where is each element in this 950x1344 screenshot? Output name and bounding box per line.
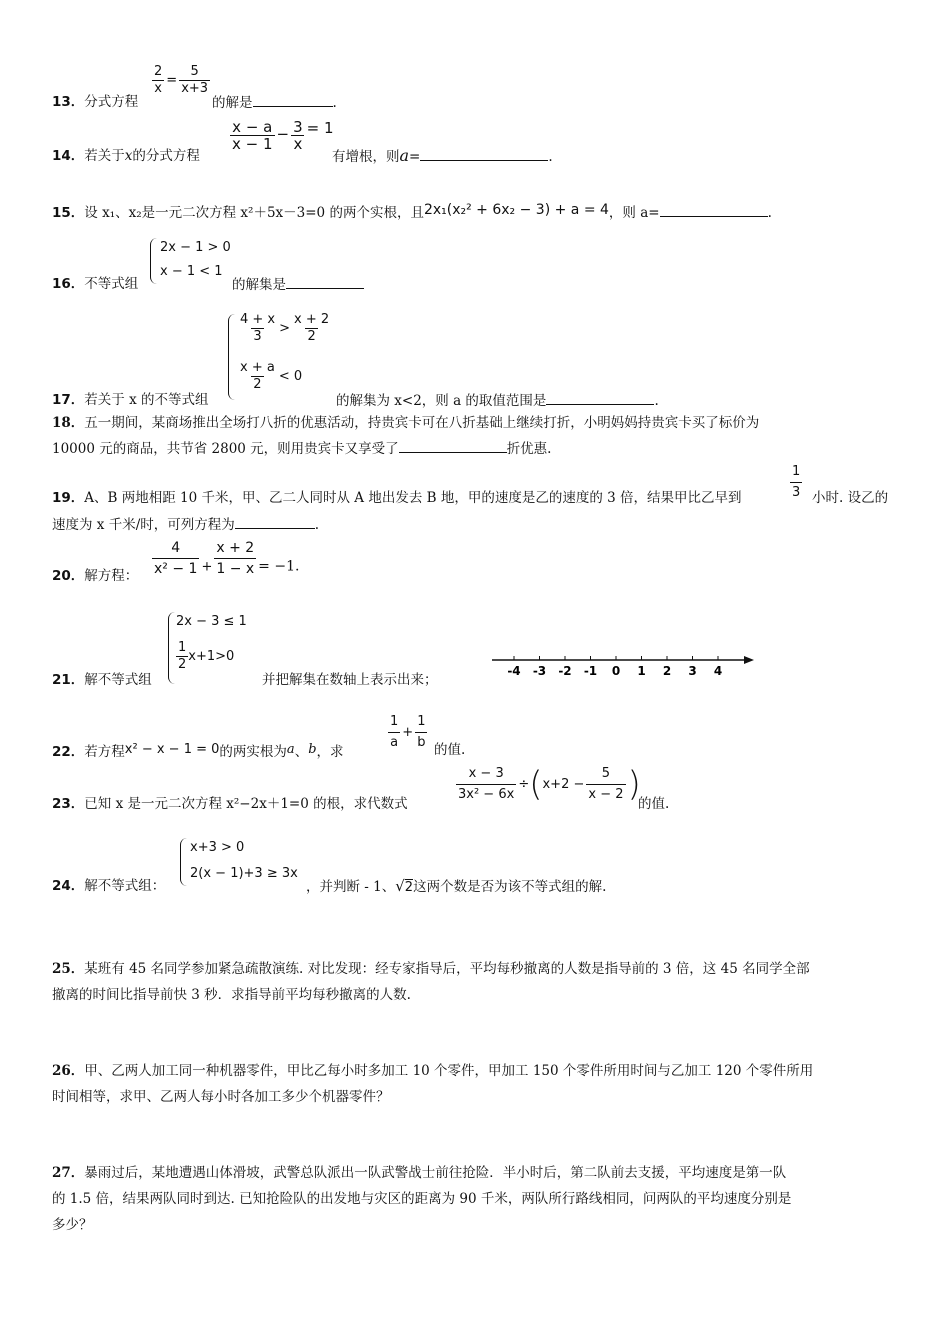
q26-line-2: 时间相等，求甲、乙两人每小时各加工多少个机器零件？ — [52, 1089, 390, 1105]
q24-inequality-system: x+3 > 0 2(x − 1)+3 ≥ 3x — [180, 836, 310, 888]
number-line-tick-label: 3 — [688, 664, 697, 678]
number-line-tick-label: 4 — [713, 664, 723, 678]
q14-number: 14． — [52, 148, 85, 164]
paren-close: ) — [627, 764, 641, 805]
number-line-tick-label: -2 — [558, 664, 572, 678]
q21-row-2: $\frac{1}{2}$ x+1>0 — [178, 640, 235, 672]
q21-suffix: 并把解集在数轴上表示出来； — [262, 672, 438, 688]
q21-inequality-system: 2x − 3 ≤ 1 $\frac{1}{2}$ x+1>0 — [168, 610, 258, 686]
q16-answer-blank — [286, 274, 364, 289]
question-26 — [52, 1058, 900, 1110]
q15-expression: 2x₁(x₂² + 6x₂ − 3) + a = 4 — [423, 202, 609, 218]
question-18 — [52, 410, 900, 462]
q18-line-2: 10000 元的商品，共节省 2800 元，则用贵宾卡又享受了 折优惠. — [52, 436, 900, 462]
number-line-tick-label: -1 — [583, 664, 598, 678]
q27-line-3: 多少？ — [52, 1217, 93, 1233]
q14-fraction-1: $\frac{x - a}{x - 1}$ — [232, 118, 273, 153]
q22-fraction-2: $\frac{1}{b}$ — [415, 712, 427, 753]
q16-inequality-system: 2x − 1 > 0 x − 1 < 1 — [150, 236, 230, 286]
question-17: 17．若关于 x 的不等式组 — [52, 392, 209, 408]
number-line-tick-label: -3 — [532, 664, 547, 678]
brace-icon — [168, 612, 175, 684]
q17-row-1: $\frac{4 + x}{3}$ > $\frac{x + 2}{2}$ — [240, 312, 330, 344]
q17-number: 17． — [52, 392, 85, 408]
question-25 — [52, 956, 900, 1008]
q20-number: 20． — [52, 568, 85, 584]
q13-equation: $\frac{2}{x}$ = $\frac{5}{x+3}$ — [154, 64, 209, 96]
q15-number: 15． — [52, 205, 85, 221]
q16-number: 16． — [52, 276, 85, 292]
q24-suffix: ，并判断 - 1、√2这两个数是否为该不等式组的解. — [306, 877, 607, 895]
q20-fraction-2: $\frac{x + 2}{1 - x}$ — [216, 540, 255, 577]
q13-prefix: 分式方程 — [84, 94, 139, 110]
q14-equation: $\frac{x - a}{x - 1}$ − $\frac{3}{x}$ = 1 — [232, 118, 334, 153]
number-line-tick-label: -4 — [507, 664, 521, 678]
q23-number: 23． — [52, 796, 85, 812]
q18-line-1: 18．五一期间，某商场推出全场打八折的优惠活动，持贵宾卡可在八折基础上继续打折，小明妈妈持贵宾卡买了标价为 — [52, 415, 760, 431]
q19-fraction: $\frac{1}{3}$ — [790, 462, 802, 503]
q25-number: 25． — [52, 961, 85, 977]
q23-fraction-1: $\frac{x - 3}{\text{3x² − 6x}}$ — [456, 764, 516, 805]
question-19: 19．A、B 两地相距 10 千米，甲、乙二人同时从 A 地出发去 B 地，甲的速度是乙的速度的 3 倍，结果甲比乙早到 — [52, 490, 742, 506]
q17-r1-fraction-1: $\frac{4 + x}{3}$ — [240, 312, 276, 344]
q24-number: 24． — [52, 878, 85, 894]
q13-suffix: 的解是 — [212, 95, 253, 111]
q25-line-1: 25．某班有 45 名同学参加紧急疏散演练. 对比发现：经专家指导后，平均每秒撤离的人数是指导前的 3 倍，这 45 名同学全部 — [52, 961, 810, 977]
q19-line-1-end: 小时. 设乙的 — [812, 490, 889, 506]
q22-suffix: 的值. — [434, 742, 466, 758]
q17-answer-blank — [546, 390, 654, 405]
q27-line-1: 27．暴雨过后，某地遭遇山体滑坡，武警总队派出一队武警战士前往抢险．半小时后，第二队前去支援，平均速度是第一队 — [52, 1165, 787, 1181]
sqrt-icon: √ — [395, 877, 405, 895]
question-16: 16．不等式组 — [52, 276, 139, 292]
q15-answer-blank — [660, 202, 768, 217]
q17-r1-fraction-2: $\frac{x + 2}{2}$ — [294, 312, 330, 344]
question-27 — [52, 1160, 900, 1238]
q25-line-2: 撤离的时间比指导前快 3 秒．求指导前平均每秒撤离的人数. — [52, 987, 411, 1003]
number-line — [492, 650, 762, 680]
q14-answer-blank — [420, 146, 548, 161]
q17-r2-fraction: $\frac{x + a}{2}$ — [240, 360, 275, 392]
number-line-tick-label: 2 — [662, 664, 672, 678]
question-21: 21．解不等式组 — [52, 672, 152, 688]
q27-number: 27． — [52, 1165, 85, 1181]
q14-fraction-2: $\frac{3}{x}$ — [293, 118, 303, 153]
q27-line-2: 的 1.5 倍，结果两队同时到达. 已知抢险队的出发地与灾区的距离为 90 千米，两队所行路线相同，问两队的平均速度分别是 — [52, 1191, 792, 1207]
q17-row-2: $\frac{x + a}{2}$ < 0 — [240, 360, 303, 392]
brace-icon — [180, 838, 187, 886]
q20-fraction-1: $\frac{4}{\text{x² − 1}}$ — [154, 540, 198, 577]
q19-answer-blank — [235, 514, 315, 529]
q20-equation: $\frac{4}{\text{x² − 1}}$ + $\frac{x + 2}{1 - x}$ = −1. — [154, 540, 300, 577]
q23-expression: $\frac{x - 3}{\text{3x² − 6x}}$ ÷(x+2 − $\frac{5}{x - 2}$ ) — [458, 764, 641, 805]
q13-number: 13． — [52, 94, 85, 110]
brace-icon — [150, 238, 157, 284]
question-15: 15．设 x₁、x₂是一元二次方程 x²＋5x－3=0 的两个实根，且2x₁(x₂² + 6x₂ − 3) + a = 4，则 a= . — [52, 202, 772, 221]
q17-suffix-line: 的解集为 x<2，则 a 的取值范围是 . — [336, 390, 659, 411]
q13-answer-blank — [253, 92, 333, 107]
q17-inequality-system — [228, 312, 338, 402]
q22-fraction-1: $\frac{1}{a}$ — [388, 712, 400, 753]
brace-icon — [228, 314, 235, 400]
question-23: 23．已知 x 是一元二次方程 x²−2x＋1=0 的根，求代数式 — [52, 796, 408, 812]
q22-fraction-sum: $\frac{1}{a}$ + $\frac{1}{b}$ — [386, 712, 429, 753]
arrow-icon — [744, 656, 754, 664]
q26-line-1: 26．甲、乙两人加工同一种机器零件，甲比乙每小时多加工 10 个零件，甲加工 150 个零件所用时间与乙加工 120 个零件所用 — [52, 1063, 814, 1079]
q18-number: 18． — [52, 415, 85, 431]
q23-suffix: 的值. — [638, 796, 670, 812]
q21-number: 21． — [52, 672, 85, 688]
q13-fraction-1: $\frac{2}{x}$ — [154, 64, 163, 96]
question-20: 20．解方程： — [52, 568, 139, 584]
q19-number: 19． — [52, 490, 85, 506]
q22-number: 22． — [52, 744, 85, 760]
paren-open: ( — [529, 764, 543, 805]
q19-line-2: 速度为 x 千米/时，可列方程为 . — [52, 514, 319, 535]
number-line-tick-label: 0 — [611, 664, 621, 678]
q21-half-fraction: $\frac{1}{2}$ — [178, 640, 187, 672]
q16-suffix-line: 的解集是 — [232, 274, 364, 295]
q23-fraction-2: $\frac{5}{x - 2}$ — [586, 764, 625, 805]
question-24: 24．解不等式组： — [52, 878, 166, 894]
q18-answer-blank — [399, 438, 507, 453]
q13-fraction-2: $\frac{5}{x+3}$ — [181, 64, 209, 96]
q26-number: 26． — [52, 1063, 85, 1079]
question-22: 22．若方程x² − x − 1 = 0的两实根为a、b，求 — [52, 742, 344, 760]
number-line-tick-label: 1 — [637, 664, 646, 678]
q22-equation: x² − x − 1 = 0 — [124, 742, 220, 757]
